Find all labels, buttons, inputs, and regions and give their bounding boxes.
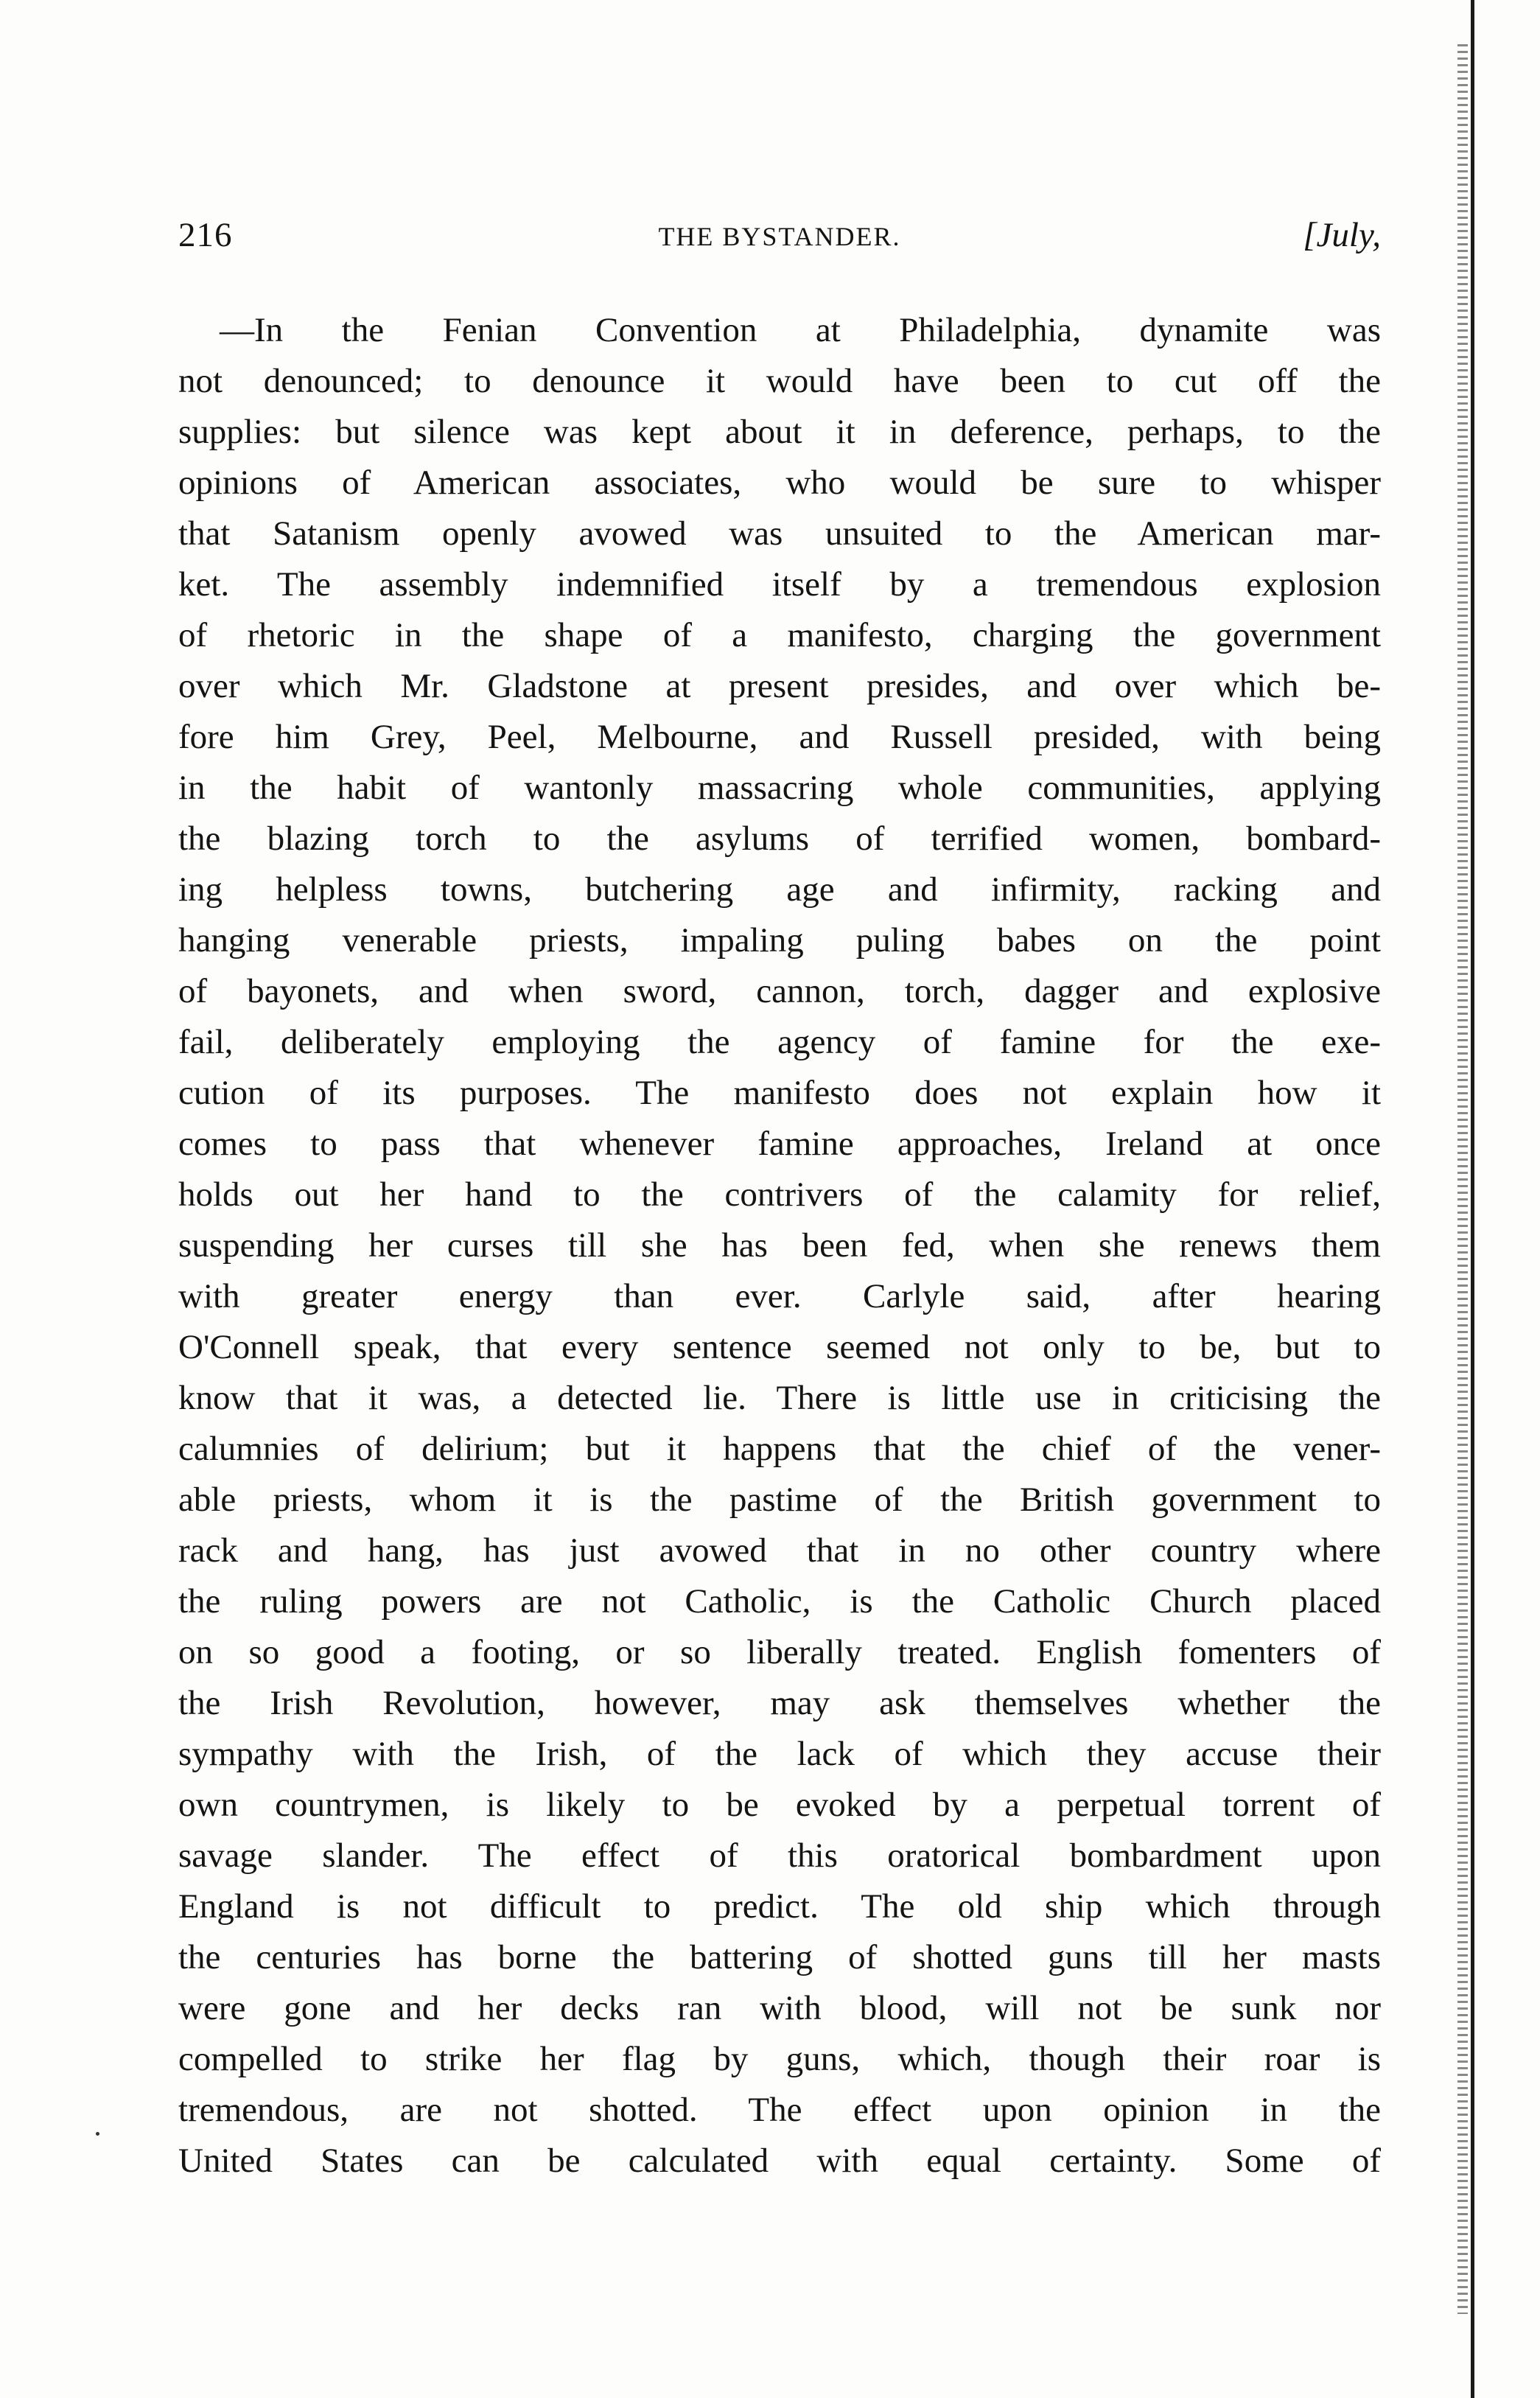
text-line: were gone and her decks ran with blood, will not be sunk nor — [178, 1989, 1381, 2027]
text-line: O'Connell speak, that every sentence seemed not only to be, but to — [178, 1328, 1381, 1366]
text-line: compelled to strike her flag by guns, which, though their roar is — [178, 2040, 1381, 2078]
running-head: THE BYSTANDER. — [658, 222, 901, 251]
page-number: 216 — [178, 216, 233, 254]
text-line: supplies: but silence was kept about it in deference, perhaps, to the — [178, 413, 1381, 451]
text-line: ket. The assembly indemnified itself by a tremendous explosion — [178, 565, 1381, 604]
text-line: ing helpless towns, butchering age and infirmity, racking and — [178, 870, 1381, 909]
text-line: the ruling powers are not Catholic, is the Catholic Church placed — [178, 1582, 1381, 1621]
text-line: know that it was, a detected lie. There is little use in criticising the — [178, 1379, 1381, 1417]
text-line: in the habit of wantonly massacring whole communities, applying — [178, 769, 1381, 807]
text-line: able priests, whom it is the pastime of the British government to — [178, 1481, 1381, 1519]
text-line: on so good a footing, or so liberally treated. English fomenters of — [178, 1633, 1381, 1671]
text-line: the centuries has borne the battering of shotted guns till her masts — [178, 1938, 1381, 1976]
text-line: with greater energy than ever. Carlyle said, after hearing — [178, 1277, 1381, 1315]
text-line: comes to pass that whenever famine approaches, Ireland at once — [178, 1125, 1381, 1163]
text-line: suspending her curses till she has been fed, when she renews them — [178, 1226, 1381, 1265]
text-line: the Irish Revolution, however, may ask themselves whether the — [178, 1684, 1381, 1722]
text-line: savage slander. The effect of this oratorical bombardment upon — [178, 1836, 1381, 1875]
page-edge-shadow — [1471, 0, 1474, 2398]
text-line: cution of its purposes. The manifesto does not explain how it — [178, 1074, 1381, 1112]
text-line: hanging venerable priests, impaling puling babes on the point — [178, 921, 1381, 959]
page-edge-speckle — [1457, 44, 1468, 2314]
text-line: tremendous, are not shotted. The effect upon opinion in the — [178, 2091, 1381, 2129]
text-line: United States can be calculated with equal certainty. Some of — [178, 2142, 1381, 2180]
text-line: holds out her hand to the contrivers of the calamity for relief, — [178, 1175, 1381, 1214]
text-line: sympathy with the Irish, of the lack of which they accuse their — [178, 1735, 1381, 1773]
text-line: the blazing torch to the asylums of terrified women, bombard- — [178, 819, 1381, 858]
stray-ink-dot — [96, 2132, 99, 2136]
text-line: rack and hang, has just avowed that in no other country where — [178, 1531, 1381, 1570]
text-line: that Satanism openly avowed was unsuited to the American mar- — [178, 514, 1381, 553]
text-line: not denounced; to denounce it would have been to cut off the — [178, 362, 1381, 400]
text-line: over which Mr. Gladstone at present presides, and over which be- — [178, 667, 1381, 705]
text-line: opinions of American associates, who would be sure to whisper — [178, 464, 1381, 502]
text-line: fore him Grey, Peel, Melbourne, and Russell presided, with being — [178, 718, 1381, 756]
date-head: [July, — [1303, 216, 1381, 254]
text-line: of bayonets, and when sword, cannon, torch, dagger and explosive — [178, 972, 1381, 1010]
text-line: —In the Fenian Convention at Philadelphia, dynamite was — [220, 311, 1381, 349]
text-line: calumnies of delirium; but it happens that the chief of the vener- — [178, 1430, 1381, 1468]
text-line: of rhetoric in the shape of a manifesto, charging the government — [178, 616, 1381, 654]
text-line: own countrymen, is likely to be evoked by a perpetual torrent of — [178, 1786, 1381, 1824]
body-text — [178, 305, 1381, 2186]
text-line: fail, deliberately employing the agency of famine for the exe- — [178, 1023, 1381, 1061]
text-line: England is not difficult to predict. The old ship which through — [178, 1887, 1381, 1926]
page-header — [178, 215, 1381, 274]
